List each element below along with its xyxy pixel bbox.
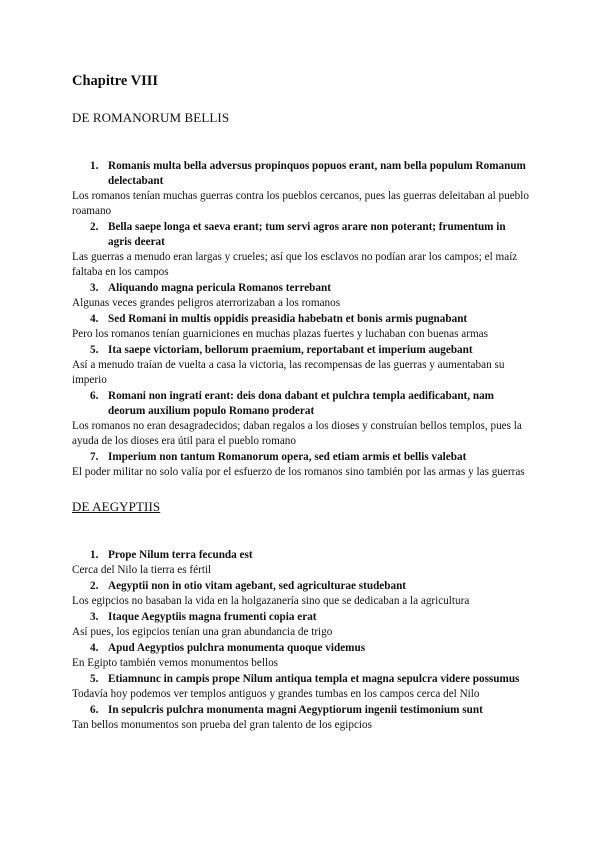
list-item (72, 450, 532, 480)
latin-text: Sed Romani in multis oppidis preasidia habebatn et bonis armis pugnabant (108, 313, 468, 325)
item-number: 2. (90, 580, 99, 592)
list-item (72, 548, 532, 578)
list-item (72, 159, 532, 219)
item-number: 7. (90, 451, 99, 463)
latin-sentence (72, 389, 532, 419)
item-number: 4. (90, 313, 99, 325)
latin-sentence (72, 220, 532, 250)
latin-sentence (72, 548, 532, 563)
section-aegyptiis (72, 499, 532, 733)
latin-sentence (72, 641, 532, 656)
spanish-translation: Todavía hoy podemos ver templos antiguos y grandes tumbas en los campos cerca del Nilo (72, 688, 480, 700)
latin-sentence (72, 672, 532, 687)
latin-text: Itaque Aegyptiis magna frumenti copia erat (108, 611, 317, 623)
spanish-translation: Tan bellos monumentos son prueba del gran talento de los egipcios (72, 719, 372, 731)
item-number: 5. (90, 673, 99, 685)
spanish-translation: El poder militar no solo valía por el esfuerzo de los romanos sino también por las armas y las guerras (72, 466, 525, 478)
sentence-list (72, 548, 532, 733)
spanish-translation: Los romanos no eran desagradecidos; daban regalos a los dioses y construían bellos templos, pues la ayuda de los dioses era útil para el pueblo romano (72, 420, 522, 447)
latin-text: Etiamnunc in campis prope Nilum antiqua templa et magna sepulcra videre possumus (108, 673, 520, 685)
item-number: 6. (90, 390, 99, 402)
spanish-translation: Algunas veces grandes peligros aterrorizaban a los romanos (72, 297, 341, 309)
latin-text: Apud Aegyptios pulchra monumenta quoque videmus (108, 642, 366, 654)
list-item (72, 641, 532, 671)
item-number: 5. (90, 344, 99, 356)
latin-sentence (72, 703, 532, 718)
latin-text: Prope Nilum terra fecunda est (108, 549, 253, 561)
latin-text: Romanis multa bella adversus propinquos popuos erant, nam bella populum Romanum delectabant (108, 160, 526, 187)
list-item (72, 343, 532, 388)
latin-text: Aliquando magna pericula Romanos terrebant (108, 282, 331, 294)
section-title: DE ROMANORUM BELLIS (72, 110, 230, 125)
item-number: 3. (90, 611, 99, 623)
latin-sentence (72, 281, 532, 296)
sentence-list (72, 159, 532, 480)
item-number: 2. (90, 221, 99, 233)
item-number: 3. (90, 282, 99, 294)
latin-sentence (72, 312, 532, 327)
latin-text: In sepulcris pulchra monumenta magni Aegyptiorum ingenii testimonium sunt (108, 704, 483, 716)
spanish-translation: Así a menudo traían de vuelta a casa la victoria, las recompensas de las guerras y aumentaban su imperio (72, 359, 505, 386)
document-page (72, 72, 532, 734)
list-item (72, 703, 532, 733)
list-item (72, 220, 532, 280)
list-item (72, 579, 532, 609)
latin-sentence (72, 159, 532, 189)
chapter-title: Chapitre VIII (72, 73, 159, 89)
spanish-translation: En Egipto también vemos monumentos bellos (72, 657, 279, 669)
list-item (72, 672, 532, 702)
list-item (72, 610, 532, 640)
item-number: 6. (90, 704, 99, 716)
section-romanorum-bellis (72, 110, 532, 480)
list-item (72, 389, 532, 449)
spanish-translation: Los egipcios no basaban la vida en la holgazanería sino que se dedicaban a la agricultura (72, 595, 470, 607)
spanish-translation: Los romanos tenían muchas guerras contra los pueblos cercanos, pues las guerras deleitaban al pueblo roamano (72, 190, 529, 217)
item-number: 4. (90, 642, 99, 654)
list-item (72, 281, 532, 311)
latin-text: Ita saepe victoriam, bellorum praemium, reportabant et imperium augebant (108, 344, 473, 356)
spanish-translation: Cerca del Nilo la tierra es fértil (72, 564, 212, 576)
section-title: DE AEGYPTIIS (72, 499, 161, 514)
latin-sentence (72, 343, 532, 358)
latin-text: Bella saepe longa et saeva erant; tum servi agros arare non poterant; frumentum in agris deerat (108, 221, 506, 248)
item-number: 1. (90, 160, 99, 172)
list-item (72, 312, 532, 342)
latin-sentence (72, 579, 532, 594)
spanish-translation: Las guerras a menudo eran largas y crueles; así que los esclavos no podían arar los campos; el maíz faltaba en los campos (72, 251, 518, 278)
latin-sentence (72, 610, 532, 625)
spanish-translation: Pero los romanos tenían guarniciones en muchas plazas fuertes y luchaban con buenas armas (72, 328, 488, 340)
latin-sentence (72, 450, 532, 465)
item-number: 1. (90, 549, 99, 561)
latin-text: Imperium non tantum Romanorum opera, sed etiam armis et bellis valebat (108, 451, 467, 463)
latin-text: Aegyptii non in otio vitam agebant, sed agriculturae studebant (108, 580, 407, 592)
latin-text: Romani non ingrati erant: deis dona dabant et pulchra templa aedificabant, nam deorum auxilium populo Romano proderat (108, 390, 494, 417)
spanish-translation: Así pues, los egipcios tenían una gran abundancia de trigo (72, 626, 333, 638)
